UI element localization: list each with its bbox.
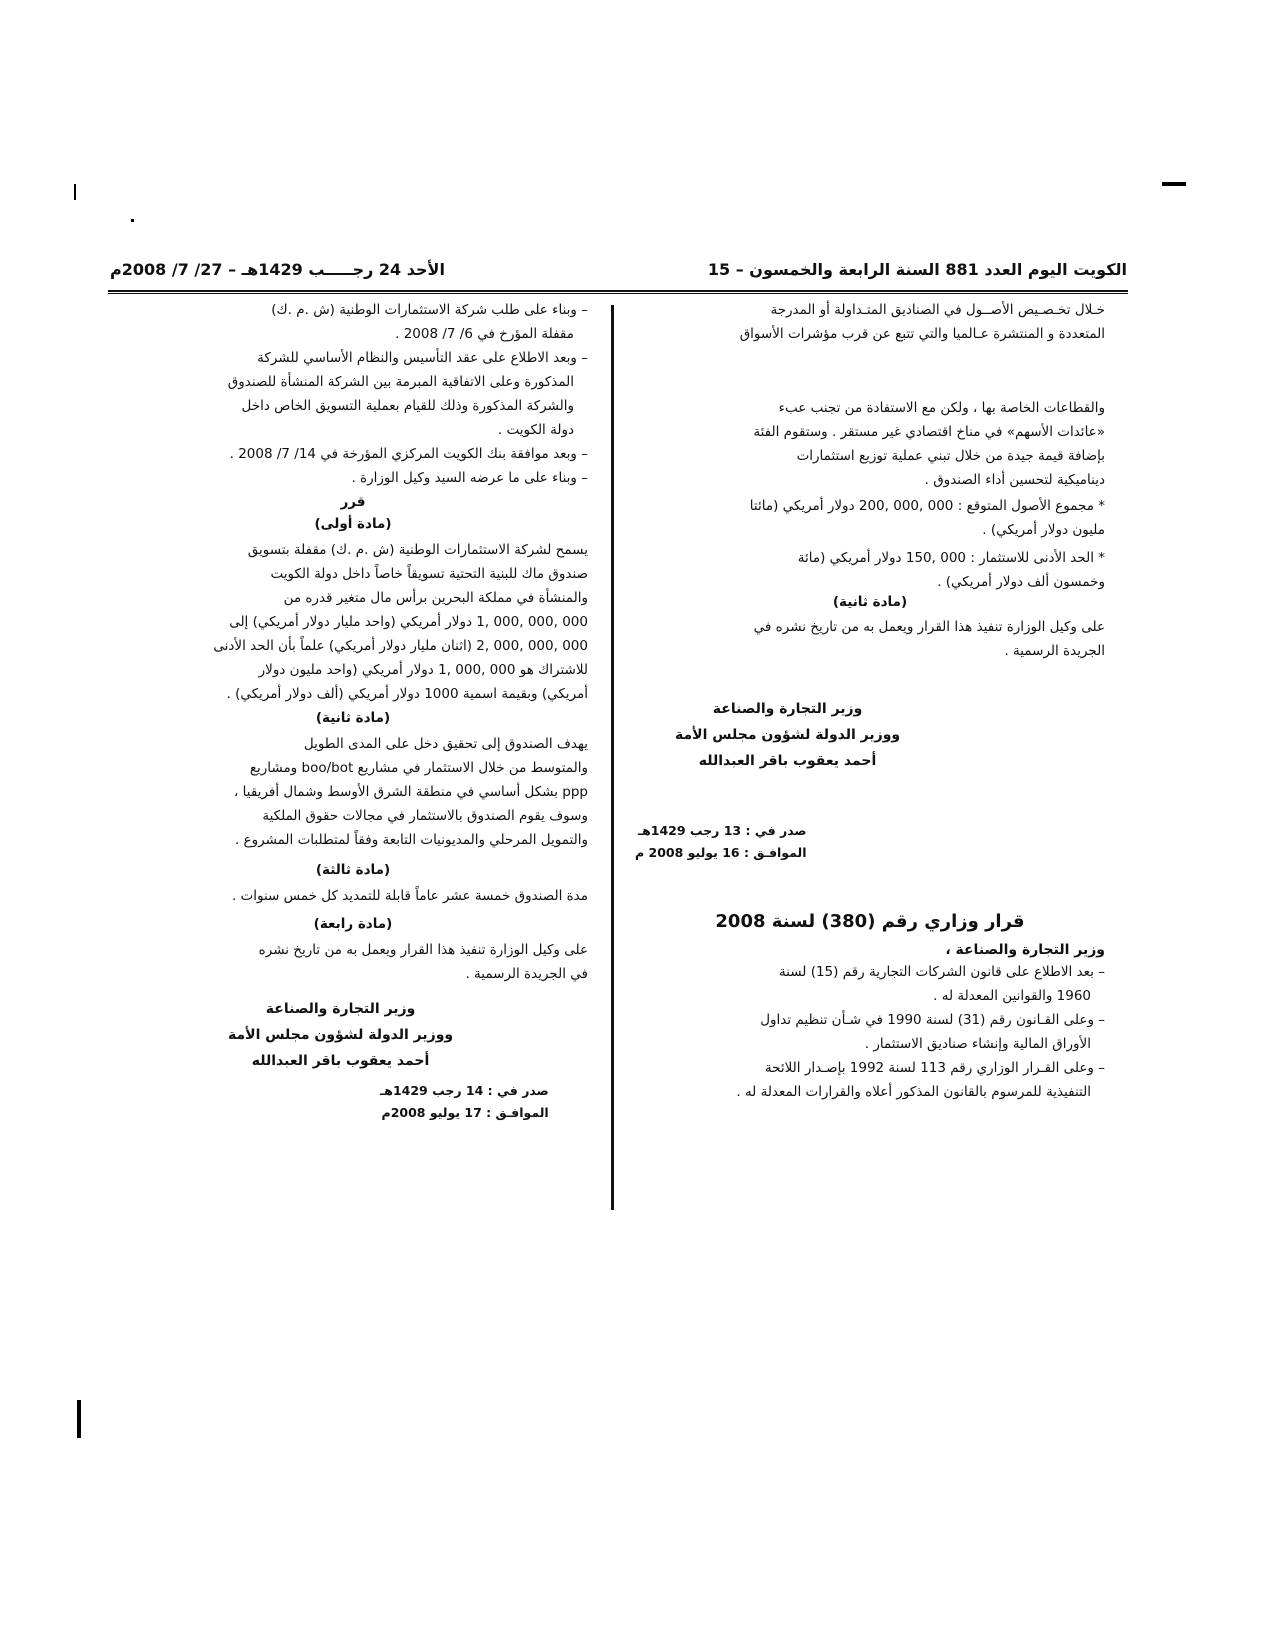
date-line: صدر في : 14 رجب 1429هـ — [380, 1083, 549, 1098]
column-divider — [611, 305, 614, 1210]
article-heading: (مادة رابعة) — [313, 916, 393, 932]
text-line: أمريكي) وبقيمة اسمية 1000 دولار أمريكي (ألف دولار أمريكي) . — [226, 686, 588, 702]
bullet-expected-assets — [635, 494, 1105, 542]
text-line: * الحد الأدنى للاستثمار : 000 ,150 دولار أمريكي (مائة — [797, 550, 1105, 566]
text-line: في الجريدة الرسمية . — [465, 966, 588, 982]
text-line: 1960 والقوانين المعدلة له . — [933, 988, 1091, 1004]
text-line: مليون دولار أمريكي) . — [982, 522, 1105, 538]
article-heading: (مادة ثالثة) — [315, 862, 391, 878]
left-column — [118, 0, 588, 1650]
text-line: على وكيل الوزارة تنفيذ هذا القرار ويعمل به من تاريخ نشره في — [753, 619, 1105, 635]
text-line: – وبناء على ما عرضه السيد وكيل الوزارة . — [351, 470, 588, 486]
signature-line: أحمد يعقوب باقر العبدالله — [251, 1053, 430, 1069]
text-line: يهدف الصندوق إلى تحقيق دخل على المدى الطويل — [303, 736, 588, 752]
text-line: وخمسون ألف دولار أمريكي) . — [937, 574, 1105, 590]
signature-line: ووزير الدولة لشؤون مجلس الأمة — [675, 727, 901, 743]
date-line: صدر في : 13 رجب 1429هـ — [637, 823, 807, 838]
decree-minister: وزير التجارة والصناعة ، — [945, 942, 1105, 958]
article-heading: (مادة أولى) — [314, 516, 392, 532]
signature-block — [675, 696, 900, 774]
text-line: المتعددة و المنتشرة عـالميا والتي تتبع عن قرب مؤشرات الأسواق — [739, 326, 1105, 342]
decides-heading: قرر — [340, 494, 366, 510]
date-line: الموافـق : 17 يوليو 2008م — [381, 1105, 549, 1120]
article-text — [118, 938, 588, 986]
header-date: الأحد 24 رجـــــب 1429هـ – 27/ 7/ 2008م — [110, 260, 445, 279]
issue-date — [380, 1080, 549, 1124]
text-line: والتمويل المرحلي والمديونيات التابعة وفقاً لمتطلبات المشروع . — [234, 832, 588, 848]
second-paragraph — [635, 396, 1105, 492]
text-line: بإضافة قيمة جيدة من خلال تبني عملية توزيع استثمارات — [796, 448, 1105, 464]
text-line: المذكورة وعلى الاتفاقية المبرمة بين الشركة المنشأة للصندوق — [227, 374, 574, 390]
article-text — [118, 538, 588, 706]
text-line: – وعلى القـرار الوزاري رقم 113 لسنة 1992 بإصـدار اللائحة — [764, 1060, 1105, 1076]
text-line: والقطاعات الخاصة بها ، ولكن مع الاستفادة من تجنب عبء — [778, 400, 1105, 416]
text-line: – وبناء على طلب شركة الاستثمارات الوطنية (ش .م .ك) — [271, 302, 588, 318]
text-line: دولة الكويت . — [497, 422, 574, 438]
text-line: خـلال تخـصـيص الأصــول في الصناديق المتـداولة أو المدرجة — [770, 302, 1105, 318]
text-line: مدة الصندوق خمسة عشر عاماً قابلة للتمديد كل خمس سنوات . — [231, 888, 588, 904]
article-text — [635, 615, 1105, 663]
signature-block — [228, 996, 453, 1074]
text-line: والشركة المذكورة وذلك للقيام بعملية التسويق الخاص داخل — [241, 398, 574, 414]
preamble — [118, 298, 588, 490]
signature-line: وزير التجارة والصناعة — [265, 1001, 416, 1017]
top-paragraph — [635, 298, 1105, 346]
signature-line: وزير التجارة والصناعة — [712, 701, 863, 717]
text-line: ديناميكية لتحسين أداء الصندوق . — [924, 472, 1105, 488]
text-line: «عائدات الأسهم» في مناخ اقتصادي غير مستقر . وستقوم الفئة — [753, 424, 1105, 440]
article-heading: (مادة ثانية) — [832, 594, 908, 610]
decree-preamble — [635, 960, 1105, 1104]
text-line: على وكيل الوزارة تنفيذ هذا القرار ويعمل به من تاريخ نشره — [258, 942, 588, 958]
right-column — [635, 0, 1105, 1650]
scan-mark — [77, 1400, 81, 1438]
text-line: الجريدة الرسمية . — [1004, 643, 1105, 659]
decree-title: قرار وزاري رقم (380) لسنة 2008 — [715, 911, 1025, 932]
text-line: مقفلة المؤرخ في 6/ 7/ 2008 . — [395, 326, 574, 342]
header-issue-info: الكويت اليوم العدد 881 السنة الرابعة والخمسون – 15 — [707, 260, 1127, 279]
scan-mark — [1162, 182, 1186, 186]
scan-mark — [74, 184, 76, 200]
text-line: صندوق ماك للبنية التحتية تسويقاً خاصاً داخل دولة الكويت — [270, 566, 588, 582]
text-line: للاشتراك هو 000 ,000 ,1 دولار أمريكي (واحد مليون دولار — [258, 662, 588, 678]
text-line: – وبعد الاطلاع على عقد التأسيس والنظام الأساسي للشركة — [257, 350, 588, 366]
issue-date — [635, 820, 807, 864]
text-line: – وبعد موافقة بنك الكويت المركزي المؤرخة في 14/ 7/ 2008 . — [229, 446, 588, 462]
text-line: 000 ,000 ,000 ,2 (اثنان مليار دولار أمريكي) علماً بأن الحد الأدنى — [213, 638, 588, 654]
article-text — [118, 884, 588, 908]
article-text — [118, 732, 588, 852]
text-line: والمنشأة في مملكة البحرين برأس مال متغير قدره من — [283, 590, 588, 606]
date-line: الموافـق : 16 يوليو 2008 م — [635, 845, 807, 860]
text-line: * مجموع الأصول المتوقع : 000 ,000 ,200 دولار أمريكي (مائتا — [749, 498, 1105, 514]
text-line: – وعلى القـانون رقم (31) لسنة 1990 في شـأن تنظيم تداول — [760, 1012, 1105, 1028]
text-line: والمتوسط من خلال الاستثمار في مشاريع boo/bot ومشاريع — [249, 760, 588, 776]
text-line: وسوف يقوم الصندوق بالاستثمار في مجالات حقوق الملكية — [262, 808, 588, 824]
bullet-minimum-investment — [635, 546, 1105, 594]
text-line: – بعد الاطلاع على قانون الشركات التجارية رقم (15) لسنة — [778, 964, 1105, 980]
text-line: يسمح لشركة الاستثمارات الوطنية (ش .م .ك) مقفلة بتسويق — [247, 542, 588, 558]
signature-line: أحمد يعقوب باقر العبدالله — [698, 753, 877, 769]
text-line: التنفيذية للمرسوم بالقانون المذكور أعلاه والقرارات المعدلة له . — [736, 1084, 1091, 1100]
article-heading: (مادة ثانية) — [315, 710, 391, 726]
signature-line: ووزير الدولة لشؤون مجلس الأمة — [228, 1027, 454, 1043]
text-line: 000 ,000 ,000 ,1 دولار أمريكي (واحد مليار دولار أمريكي) إلى — [229, 614, 588, 630]
text-line: ppp بشكل أساسي في منطقة الشرق الأوسط وشمال أفريقيا ، — [234, 784, 588, 800]
text-line: الأوراق المالية وإنشاء صناديق الاستثمار . — [864, 1036, 1091, 1052]
